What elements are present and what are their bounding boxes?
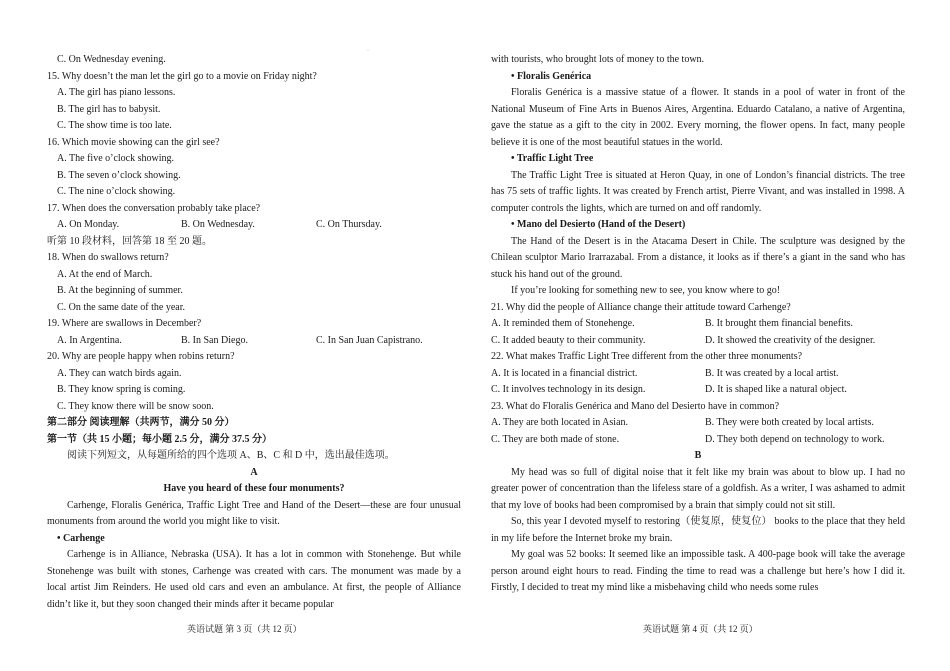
floralis-paragraph: Floralis Genérica is a massive statue of a flower. It stands in a pool of water in front of the National Museum of Fine Arts in Buenos Aires, Argentina. Eduardo Catalano, a native of Argentina, gave the statue as a gift to the city in 2002. Every morning, the flower opens. In fact, many people believe it is one of the most beautiful statues in the world. xyxy=(491,87,905,148)
option-22d: D. It is shaped like a natural object. xyxy=(705,384,847,395)
option-19c: C. In San Juan Capistrano. xyxy=(316,334,423,346)
option-15a: A. The girl has piano lessons. xyxy=(57,87,176,98)
traffic-paragraph: The Traffic Light Tree is situated at Heron Quay, in one of London’s financial districts. The tree has 75 sets of traffic lights. It was created by French artist, Pierre Vivant, and was installed in 1998. A computer controls the lights, which are turned on and off randomly. xyxy=(491,169,905,214)
section1-heading: 第一节（共 15 小题；每小题 2.5 分，满分 37.5 分） xyxy=(47,433,272,445)
option-15c: C. The show time is too late. xyxy=(57,120,172,131)
passage-a-letter: A xyxy=(250,466,258,478)
question-23: 23. What do Floralis Genérica and Mano del Desierto have in common? xyxy=(491,400,780,412)
option-16a: A. The five o’clock showing. xyxy=(57,153,175,164)
option-20b: B. They know spring is coming. xyxy=(57,384,186,395)
option-21a: A. It reminded them of Stonehenge. xyxy=(491,318,635,329)
carhenge-heading: • Carhenge xyxy=(57,532,105,544)
option-23d: D. They both depend on technology to work. xyxy=(705,433,885,445)
option-20c: C. They know there will be snow soon. xyxy=(57,400,214,412)
option-18a: A. At the end of March. xyxy=(57,268,153,280)
question-22: 22. What makes Traffic Light Tree different from the other three monuments? xyxy=(491,351,803,362)
floralis-heading: • Floralis Genérica xyxy=(511,70,592,82)
question-15: 15. Why doesn’t the man let the girl go to a movie on Friday night? xyxy=(47,70,317,82)
option-17c: C. On Thursday. xyxy=(316,219,382,230)
passage-a-intro: Carhenge, Floralis Genérica, Traffic Light Tree and Hand of the Desert—these are four unusual monuments from around the world you might like to visit. xyxy=(47,499,461,527)
option-23b: B. They were both created by local artists. xyxy=(705,417,874,428)
passage-b-letter: B xyxy=(694,450,702,461)
reading-instruction: 阅读下列短文，从每题所给的四个选项 A、B、C 和 D 中，选出最佳选项。 xyxy=(67,450,395,461)
page-footer-right: 英语试题 第 4 页（共 12 页） xyxy=(643,624,758,634)
option-19a: A. In Argentina. xyxy=(57,334,122,346)
options-23cd xyxy=(491,432,905,449)
question-19: 19. Where are swallows in December? xyxy=(47,318,202,329)
question-16: 16. Which movie showing can the girl see? xyxy=(47,136,220,148)
carhenge-continued: with tourists, who brought lots of money to the town. xyxy=(491,54,705,65)
passage-a-closing: If you’re looking for something new to see, you know where to go! xyxy=(511,285,781,296)
mano-paragraph: The Hand of the Desert is in the Atacama Desert in Chile. The sculpture was designed by the Chilean sculptor Mario Irarrazabal. From a distance, it looks as if there’s a giant in the sand who has stuck his hand out of the ground. xyxy=(491,235,905,280)
option-18b: B. At the beginning of summer. xyxy=(57,285,183,296)
scan-dot: · xyxy=(367,48,369,54)
traffic-heading: • Traffic Light Tree xyxy=(511,153,594,164)
option-17b: B. On Wednesday. xyxy=(181,219,255,230)
option-21c: C. It added beauty to their community. xyxy=(491,334,646,346)
option-21d: D. It showed the creativity of the designer. xyxy=(705,334,876,346)
option-20a: A. They can watch birds again. xyxy=(57,367,182,379)
option-21b: B. It brought them financial benefits. xyxy=(705,318,854,329)
options-21ab xyxy=(491,316,905,333)
options-23ab xyxy=(491,415,905,432)
passage-a-title: Have you heard of these four monuments? xyxy=(163,483,345,494)
option-22b: B. It was created by a local artist. xyxy=(705,367,839,379)
question-21: 21. Why did the people of Alliance change their attitude toward Carhenge? xyxy=(491,301,791,313)
question-20: 20. Why are people happy when robins return? xyxy=(47,351,235,362)
option-22c: C. It involves technology in its design. xyxy=(491,384,646,395)
option-15b: B. The girl has to babysit. xyxy=(57,103,161,115)
passage-b-paragraph-2: So, this year I devoted myself to restoring（使复原，使复位） books to the place that they held in my life before the Internet broke my brain. xyxy=(491,516,905,544)
options-22ab xyxy=(491,366,905,383)
options-22cd xyxy=(491,382,905,399)
question-18: 18. When do swallows return? xyxy=(47,252,169,263)
option-16b: B. The seven o’clock showing. xyxy=(57,169,181,181)
mano-heading: • Mano del Desierto (Hand of the Desert) xyxy=(511,219,686,230)
passage-b-paragraph-3: My goal was 52 books: It seemed like an impossible task. A 400-page book will take the average person around eight hours to read. Finding the time to read was a challenge but here’s how I did it. Firstly, I decided to treat my mind like a misbehaving child who needs some rules xyxy=(491,549,905,593)
option-17a: A. On Monday. xyxy=(57,219,120,230)
page-footer-left: 英语试题 第 3 页（共 12 页） xyxy=(187,624,302,634)
left-column xyxy=(47,52,461,613)
option-14c: C. On Wednesday evening. xyxy=(57,54,166,65)
passage-b-paragraph-1: My head was so full of digital noise that it felt like my brain was about to blow up. I had no greater power of concentration than the lifeless stare of a goldfish. As a writer, I was ashamed to admit that my love of books had been compromised by a brain that simply could not sit still. xyxy=(491,466,905,511)
right-column xyxy=(491,52,905,597)
instruction-10: 听第 10 段材料，回答第 18 至 20 题。 xyxy=(47,235,212,247)
carhenge-paragraph: Carhenge is in Alliance, Nebraska (USA). It has a lot in common with Stonehenge. But while Stonehenge was built with stones, Carhenge was created with cars. The monument was made by a local artist Jim Reinders. He used old cars and even an ambulance. At first, the people of Alliance didn’t like it, but they soon changed their minds after it became popular xyxy=(47,549,461,610)
options-19 xyxy=(47,333,461,350)
question-17: 17. When does the conversation probably take place? xyxy=(47,202,261,214)
option-23c: C. They are both made of stone. xyxy=(491,433,620,445)
part2-heading: 第二部分 阅读理解（共两节，满分 50 分） xyxy=(47,417,235,428)
option-22a: A. It is located in a financial district. xyxy=(491,367,638,379)
options-17 xyxy=(47,217,461,234)
option-19b: B. In San Diego. xyxy=(181,334,248,346)
option-16c: C. The nine o’clock showing. xyxy=(57,186,176,197)
option-23a: A. They are both located in Asian. xyxy=(491,417,629,428)
options-21cd xyxy=(491,333,905,350)
option-18c: C. On the same date of the year. xyxy=(57,301,186,313)
